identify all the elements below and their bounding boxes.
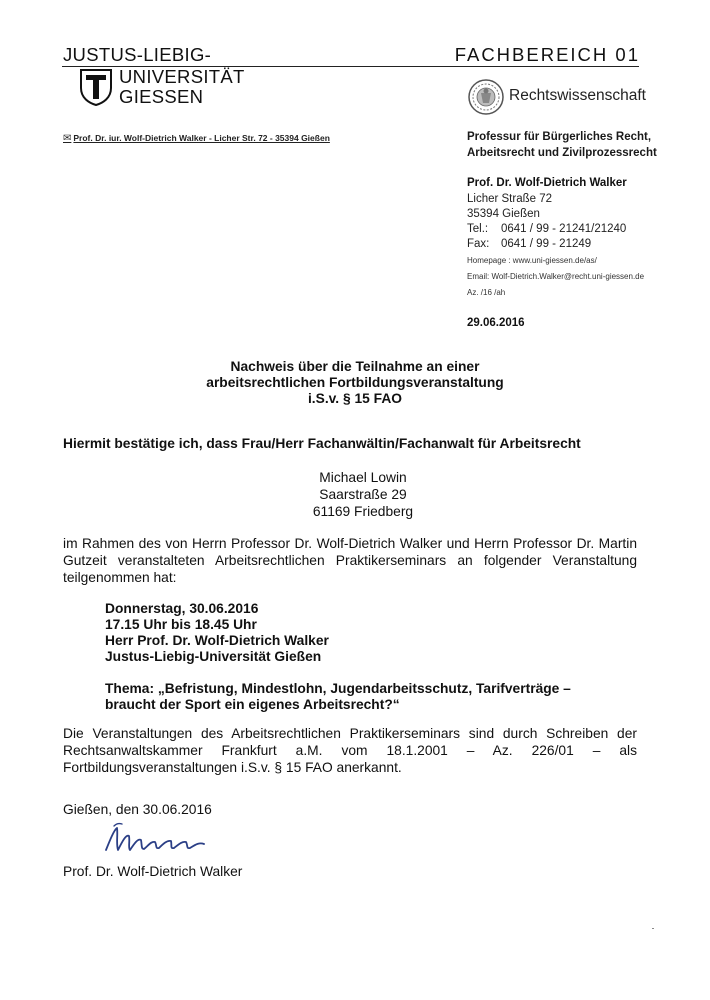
fax-value: 0641 / 99 - 21249 <box>501 238 592 250</box>
faculty-seal-icon <box>467 78 505 116</box>
document-title-line2: arbeitsrechtlichen Fortbildungsveranstaltung <box>206 375 504 390</box>
handwritten-signature <box>100 820 210 858</box>
professorship-line2: Arbeitsrecht und Zivilprozessrecht <box>467 147 657 159</box>
confirmation-statement: Hiermit bestätige ich, dass Frau/Herr Fachanwältin/Fachanwalt für Arbeitsrecht <box>63 436 581 451</box>
university-name-line2: UNIVERSITÄT <box>119 66 245 87</box>
document-title-line1: Nachweis über die Teilnahme an einer <box>230 359 480 374</box>
contact-name: Prof. Dr. Wolf-Dietrich Walker <box>467 177 627 189</box>
event-location: Justus-Liebig-Universität Gießen <box>105 649 322 664</box>
contact-fax <box>467 238 591 250</box>
event-topic-line2: braucht der Sport ein eigenes Arbeitsrecht?“ <box>105 697 400 712</box>
university-name-line1: JUSTUS-LIEBIG- <box>63 44 212 65</box>
contact-telephone <box>467 223 626 235</box>
body-paragraph-1: im Rahmen des von Herrn Professor Dr. Wolf-Dietrich Walker und Herrn Professor Dr. Martin Gutzeit veranstalteten Arbeitsrechtlichen Praktikerseminars an folgender Veranstaltung teilgenommen hat: <box>63 536 637 585</box>
university-t-shield-icon <box>79 68 113 106</box>
telephone-value: 0641 / 99 - 21241/21240 <box>501 223 627 235</box>
event-speaker: Herr Prof. Dr. Wolf-Dietrich Walker <box>105 633 329 648</box>
letter-date: 29.06.2016 <box>467 317 525 329</box>
scan-speck <box>652 928 654 929</box>
professorship-line1: Professur für Bürgerliches Recht, <box>467 131 652 143</box>
faculty-subtitle: Rechtswissenschaft <box>509 87 646 104</box>
sender-return-address <box>63 133 330 144</box>
event-date: Donnerstag, 30.06.2016 <box>105 601 259 616</box>
telephone-label: Tel.: <box>467 223 489 235</box>
contact-email: Email: Wolf-Dietrich.Walker@recht.uni-giessen.de <box>467 272 645 281</box>
file-reference: Az. /16 /ah <box>467 288 506 297</box>
participant-city: 61169 Friedberg <box>312 504 414 519</box>
faculty-name: FACHBEREICH 01 <box>454 44 640 65</box>
participant-name: Michael Lowin <box>319 470 407 485</box>
sender-return-address-text: Prof. Dr. iur. Wolf-Dietrich Walker - Licher Str. 72 - 35394 Gießen <box>73 133 330 143</box>
event-time: 17.15 Uhr bis 18.45 Uhr <box>105 617 257 632</box>
university-name-line3: GIESSEN <box>119 86 204 107</box>
contact-homepage: Homepage : www.uni-giessen.de/as/ <box>467 256 597 265</box>
signer-name: Prof. Dr. Wolf-Dietrich Walker <box>63 864 243 879</box>
event-topic-line1: Thema: „Befristung, Mindestlohn, Jugendarbeitsschutz, Tarifverträge – <box>105 681 571 696</box>
place-and-date: Gießen, den 30.06.2016 <box>63 802 212 817</box>
contact-street: Licher Straße 72 <box>467 193 553 205</box>
body-paragraph-2: Die Veranstaltungen des Arbeitsrechtlichen Praktikerseminars sind durch Schreiben der Rechtsanwaltskammer Frankfurt a.M. vom 18.1.2001 – Az. 226/01 – als Fortbildungsveranstaltungen i.S.v. § 15 FAO anerkannt. <box>63 726 637 775</box>
fax-label: Fax: <box>467 238 490 250</box>
envelope-icon: ✉ <box>63 133 72 144</box>
contact-city: 35394 Gießen <box>467 208 540 220</box>
participant-street: Saarstraße 29 <box>319 487 407 502</box>
document-title-line3: i.S.v. § 15 FAO <box>307 391 403 406</box>
